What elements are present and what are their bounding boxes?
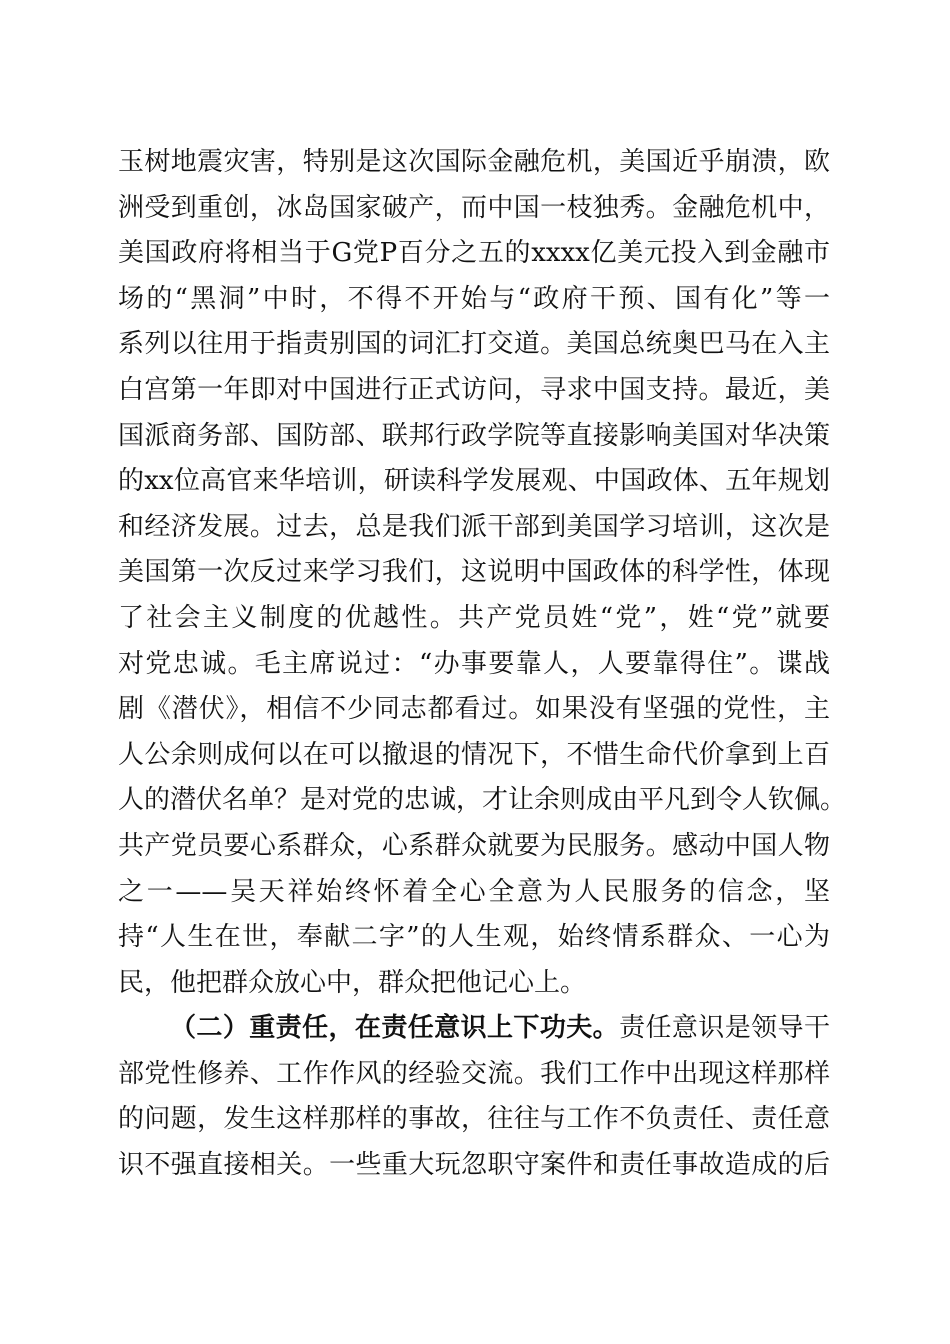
body-line-10: 美国第一次反过来学习我们，这说明中国政体的科学性，体现	[118, 557, 830, 588]
body-line-13: 剧《潜伏》，相信不少同志都看过。如果没有坚强的党性，主	[118, 694, 830, 725]
body-line-16: 共产党员要心系群众，心系群众就要为民服务。感动中国人物	[118, 830, 830, 861]
body-line-15: 人的潜伏名单？是对党的忠诚，才让余则成由平凡到令人钦佩。	[118, 785, 847, 816]
body-line-8: 的xx位高官来华培训，研读科学发展观、中国政体、五年规划	[118, 466, 830, 497]
section-2-line-4: 识不强直接相关。一些重大玩忽职守案件和责任事故造成的后	[118, 1150, 830, 1181]
section-2-line-3: 的问题，发生这样那样的事故，往往与工作不负责任、责任意	[118, 1104, 830, 1135]
body-line-2: 洲受到重创，冰岛国家破产，而中国一枝独秀。金融危机中，	[118, 192, 830, 223]
body-line-11: 了社会主义制度的优越性。共产党员姓“党”，姓“党”就要	[118, 602, 830, 633]
body-line-6: 白宫第一年即对中国进行正式访问，寻求中国支持。最近，美	[118, 374, 830, 405]
body-line-5: 系列以往用于指责别国的词汇打交道。美国总统奥巴马在入主	[118, 329, 830, 360]
body-line-3: 美国政府将相当于G党P百分之五的xxxx亿美元投入到金融市	[118, 238, 830, 269]
body-line-7: 国派商务部、国防部、联邦行政学院等直接影响美国对华决策	[118, 420, 830, 451]
body-line-9: 和经济发展。过去，总是我们派干部到美国学习培训，这次是	[118, 511, 830, 542]
body-line-4: 场的“黑洞”中时，不得不开始与“政府干预、国有化”等一	[118, 283, 830, 314]
section-2-heading: （二）重责任，在责任意识上下功夫。	[170, 1013, 620, 1044]
body-line-18: 持“人生在世，奉献二字”的人生观，始终情系群众、一心为	[118, 922, 830, 953]
section-2-first-line-text: 责任意识是领导干	[619, 1013, 830, 1044]
section-2-line-2: 部党性修养、工作作风的经验交流。我们工作中出现这样那样	[118, 1058, 830, 1089]
body-line-19: 民，他把群众放心中，群众把他记心上。	[118, 967, 587, 998]
section-2-first-line	[118, 1006, 830, 1052]
body-line-17: 之一——吴天祥始终怀着全心全意为人民服务的信念，坚	[118, 876, 830, 907]
body-line-12: 对党忠诚。毛主席说过：“办事要靠人，人要靠得住”。谍战	[118, 648, 830, 679]
document-body	[118, 140, 847, 1189]
body-line-14: 人公余则成何以在可以撤退的情况下，不惜生命代价拿到上百	[118, 739, 830, 770]
body-line-1: 玉树地震灾害，特别是这次国际金融危机，美国近乎崩溃，欧	[118, 147, 830, 177]
